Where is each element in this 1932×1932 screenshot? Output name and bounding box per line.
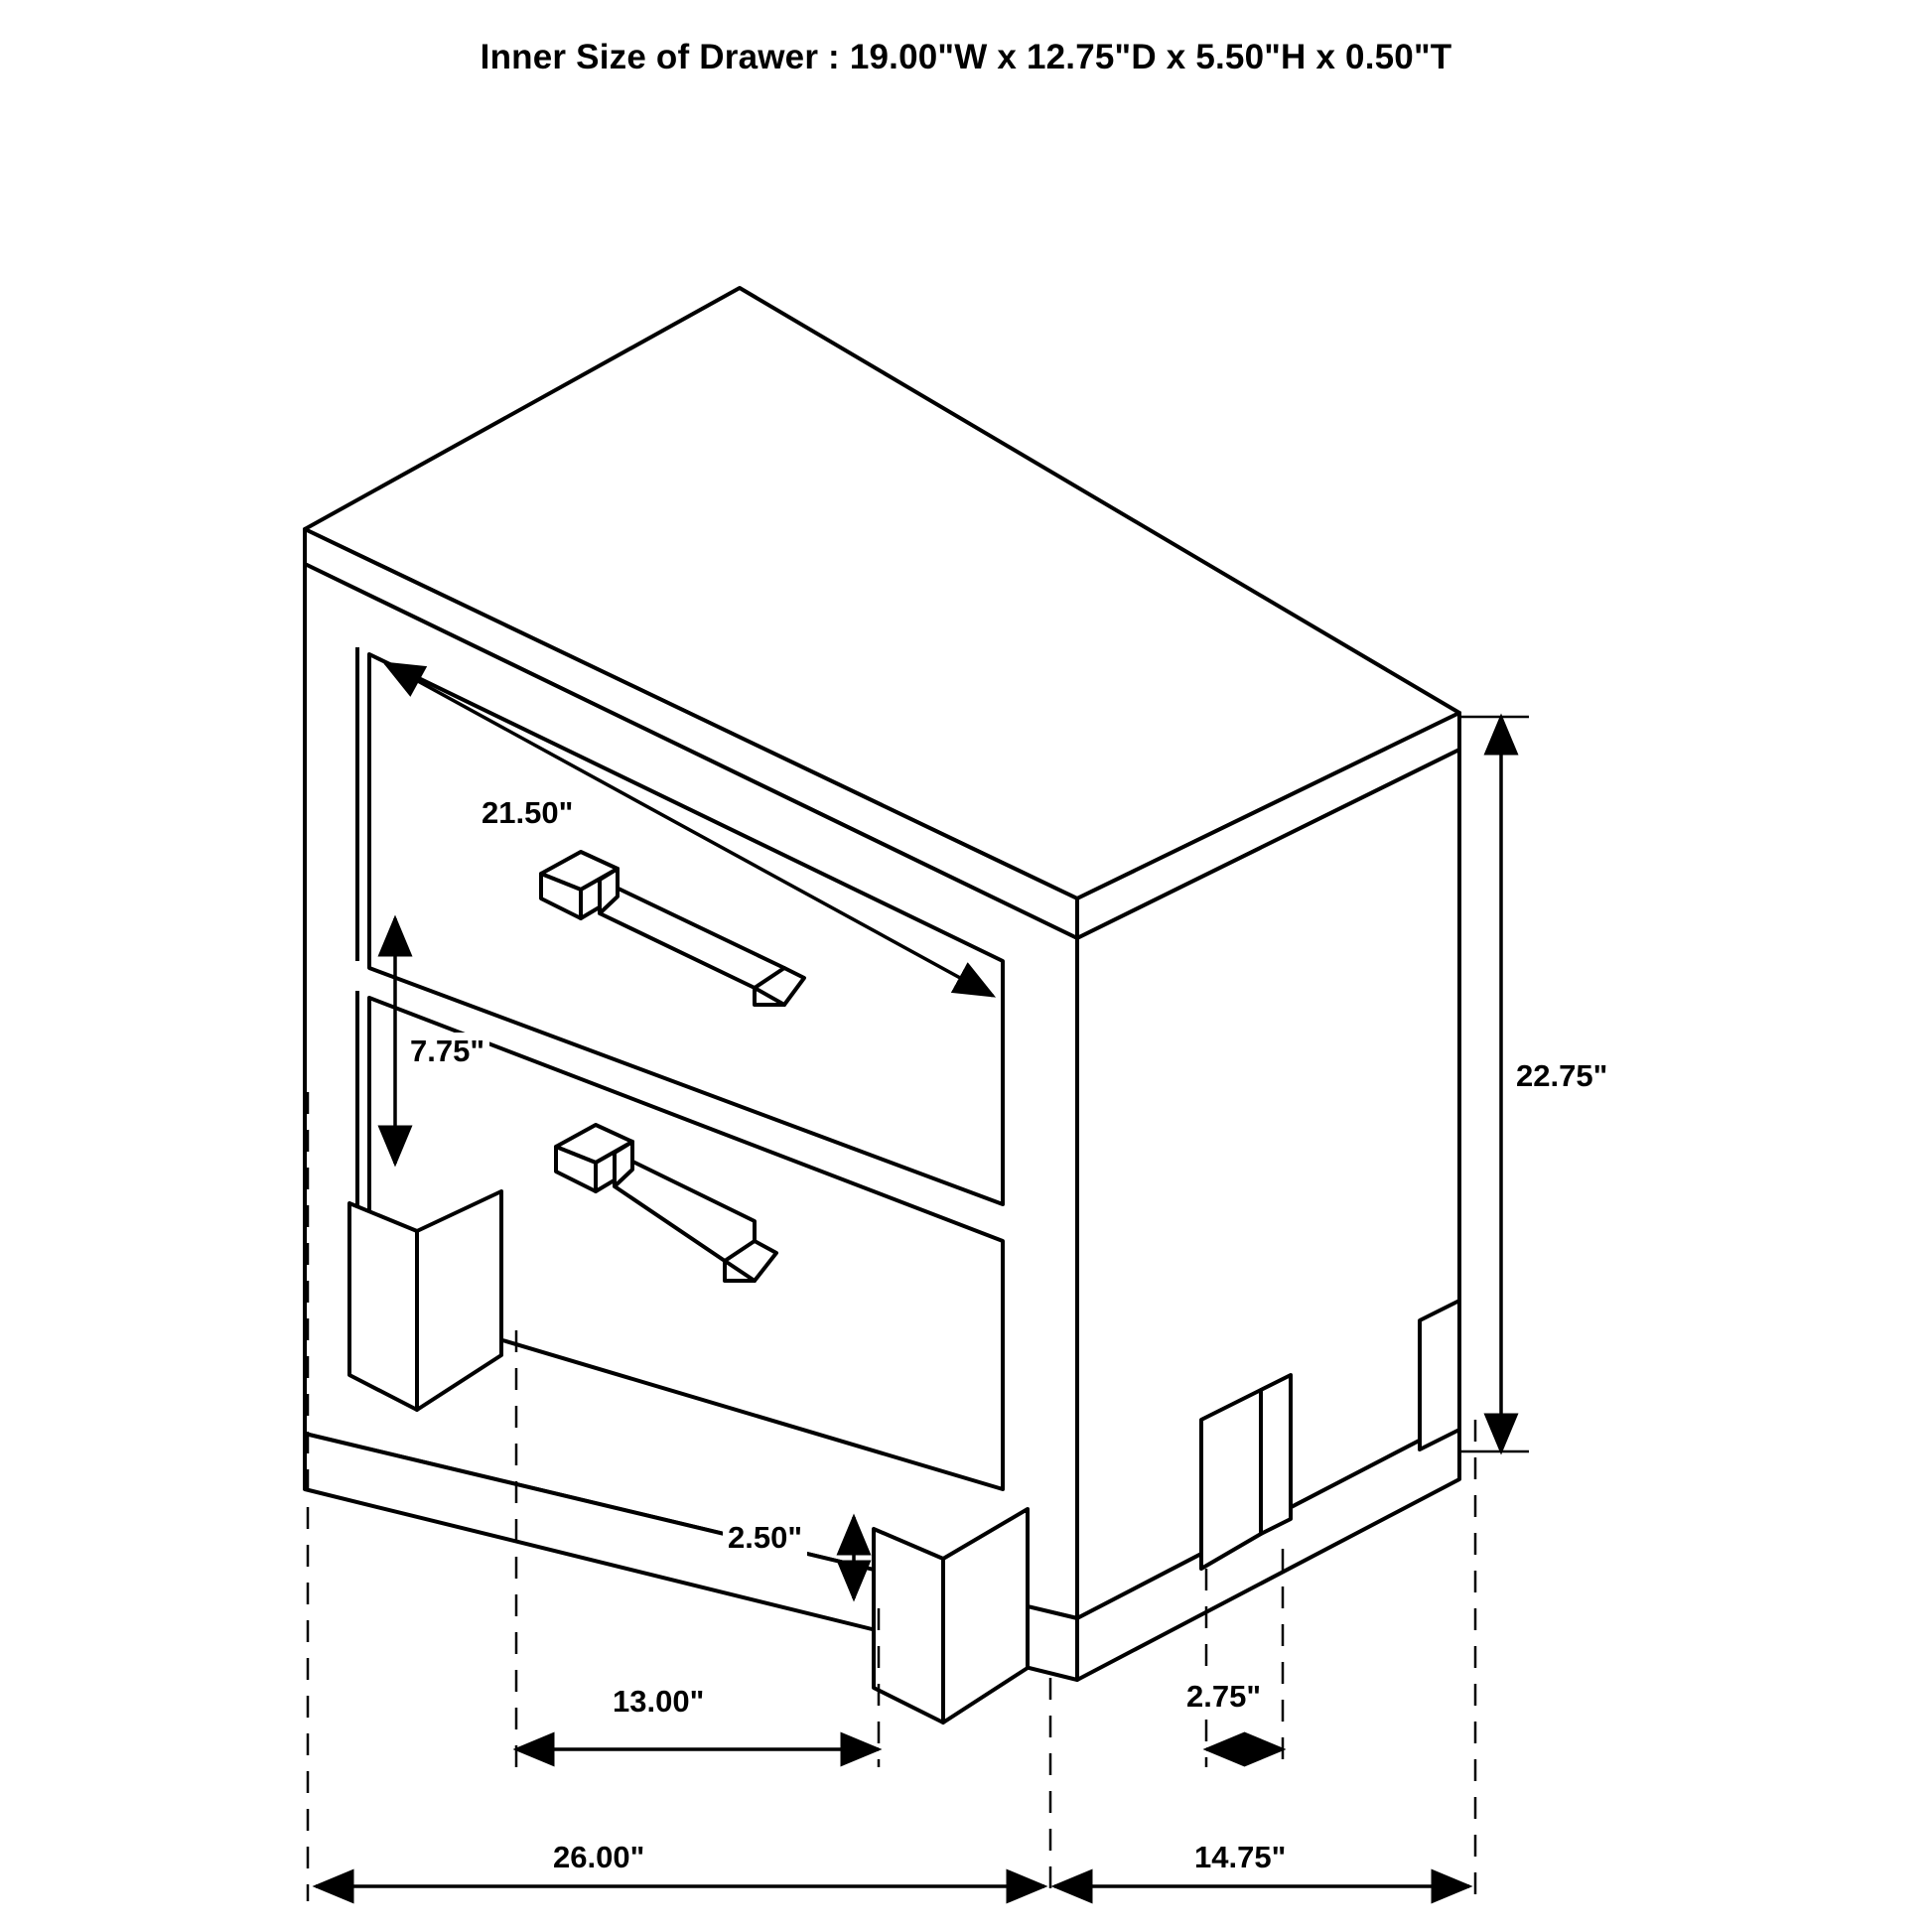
- leg-side-rear: [1420, 1301, 1459, 1449]
- dim-label-drawer-width: 21.50": [477, 794, 578, 832]
- page-title: Inner Size of Drawer : 19.00"W x 12.75"D x 5.50"H x 0.50"T: [480, 38, 1452, 76]
- dim-label-front-width: 26.00": [548, 1839, 649, 1876]
- dim-label-drawer-front-height: 7.75": [405, 1033, 489, 1070]
- leg-front-right: [874, 1529, 943, 1723]
- dim-label-total-height: 22.75": [1511, 1057, 1612, 1095]
- dim-label-leg-width: 2.75": [1181, 1678, 1266, 1716]
- leg-back-right-inner: [1261, 1375, 1291, 1534]
- cabinet-body: [305, 288, 1459, 1723]
- leg-front-left: [349, 1203, 417, 1410]
- dim-label-handle-span: 13.00": [608, 1683, 709, 1721]
- dim-label-leg-height: 2.50": [723, 1519, 807, 1557]
- dim-label-side-depth: 14.75": [1189, 1839, 1291, 1876]
